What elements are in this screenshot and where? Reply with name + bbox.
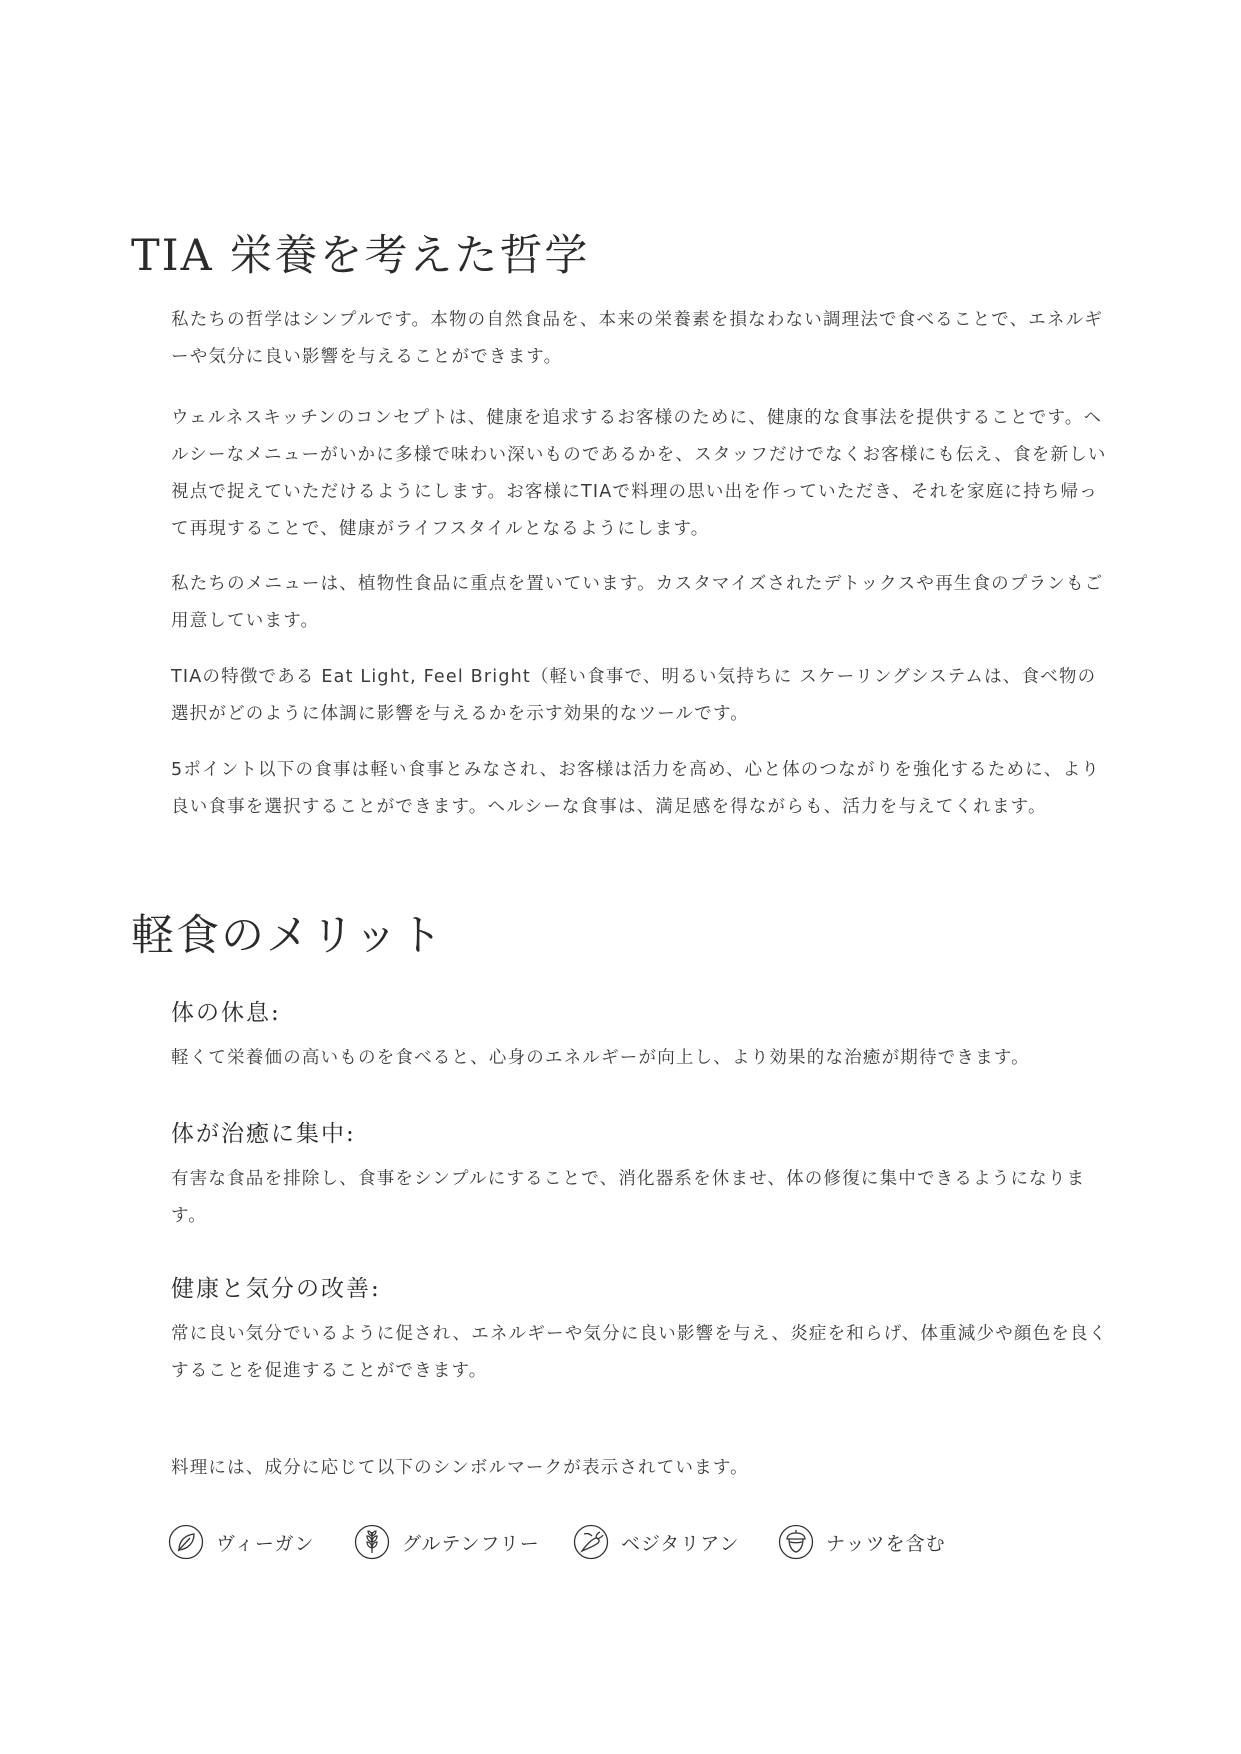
symbol-label-vegan: ヴィーガン [216, 1532, 315, 1555]
symbol-gluten-free [354, 1522, 540, 1562]
benefit-heading-mood: 健康と気分の改善: [171, 1276, 381, 1302]
benefit-heading-healing: 体が治癒に集中: [171, 1121, 356, 1147]
philosophy-paragraph-2: ウェルネスキッチンのコンセプトは、健康を追求するお客様のために、健康的な食事法を提供することです。ヘルシーなメニューがいかに多様で味わい深いものであるかを、スタッフだけでなくお客様にも伝え、食を新しい視点で捉えていただけるようにします。お客様にTIAで料理の思い出を作っていただき、それを家庭に持ち帰って再現することで、健康がライフスタイルとなるようにします。 [171, 408, 1107, 539]
benefit-heading-rest: 体の休息: [171, 1000, 281, 1026]
philosophy-paragraph-3: 私たちのメニューは、植物性食品に重点を置いています。カスタマイズされたデトックスや再生食のプランもご用意しています。 [171, 574, 1104, 631]
symbol-label-vegetarian: ベジタリアン [621, 1532, 740, 1555]
wheat-icon [354, 1524, 390, 1560]
philosophy-paragraph-5: 5ポイント以下の食事は軽い食事とみなされ、お客様は活力を高め、心と体のつながりを強化するために、より良い食事を選択することができます。ヘルシーな食事は、満足感を得ながらも、活力を与えてくれます。 [171, 760, 1100, 817]
benefit-text-mood: 常に良い気分でいるように促され、エネルギーや気分に良い影響を与え、炎症を和らげ、体重減少や顔色を良くすることを促進することができます。 [171, 1324, 1108, 1381]
vegetarian-carrot-icon [573, 1524, 609, 1560]
acorn-nut-icon [778, 1524, 814, 1560]
benefits-title: 軽食のメリット [131, 911, 445, 961]
benefit-text-healing: 有害な食品を排除し、食事をシンプルにすることで、消化器系を休ませ、体の修復に集中できるようになります。 [171, 1169, 1086, 1226]
philosophy-paragraph-1: 私たちの哲学はシンプルです。本物の自然食品を、本来の栄養素を損なわない調理法で食べることで、エネルギーや気分に良い影響を与えることができます。 [171, 310, 1104, 367]
philosophy-paragraph-4: TIAの特徴である Eat Light, Feel Bright（軽い食事で、明るい気持ちに スケーリングシステムは、食べ物の選択がどのように体調に影響を与えるかを示す効果的なツールです。 [171, 667, 1097, 724]
symbol-legend [168, 1522, 1168, 1562]
symbol-label-gluten-free: グルテンフリー [402, 1532, 540, 1555]
philosophy-title: TIA 栄養を考えた哲学 [131, 231, 590, 281]
benefit-text-rest: 軽くて栄養価の高いものを食べると、心身のエネルギーが向上し、より効果的な治癒が期待できます。 [171, 1048, 1030, 1068]
vegan-leaf-icon [168, 1524, 204, 1560]
symbol-vegetarian [573, 1522, 739, 1562]
symbol-vegan [168, 1522, 314, 1562]
symbols-note: 料理には、成分に応じて以下のシンボルマークが表示されています。 [171, 1458, 749, 1478]
symbol-label-contains-nuts: ナッツを含む [826, 1532, 946, 1555]
symbol-contains-nuts [778, 1522, 946, 1562]
